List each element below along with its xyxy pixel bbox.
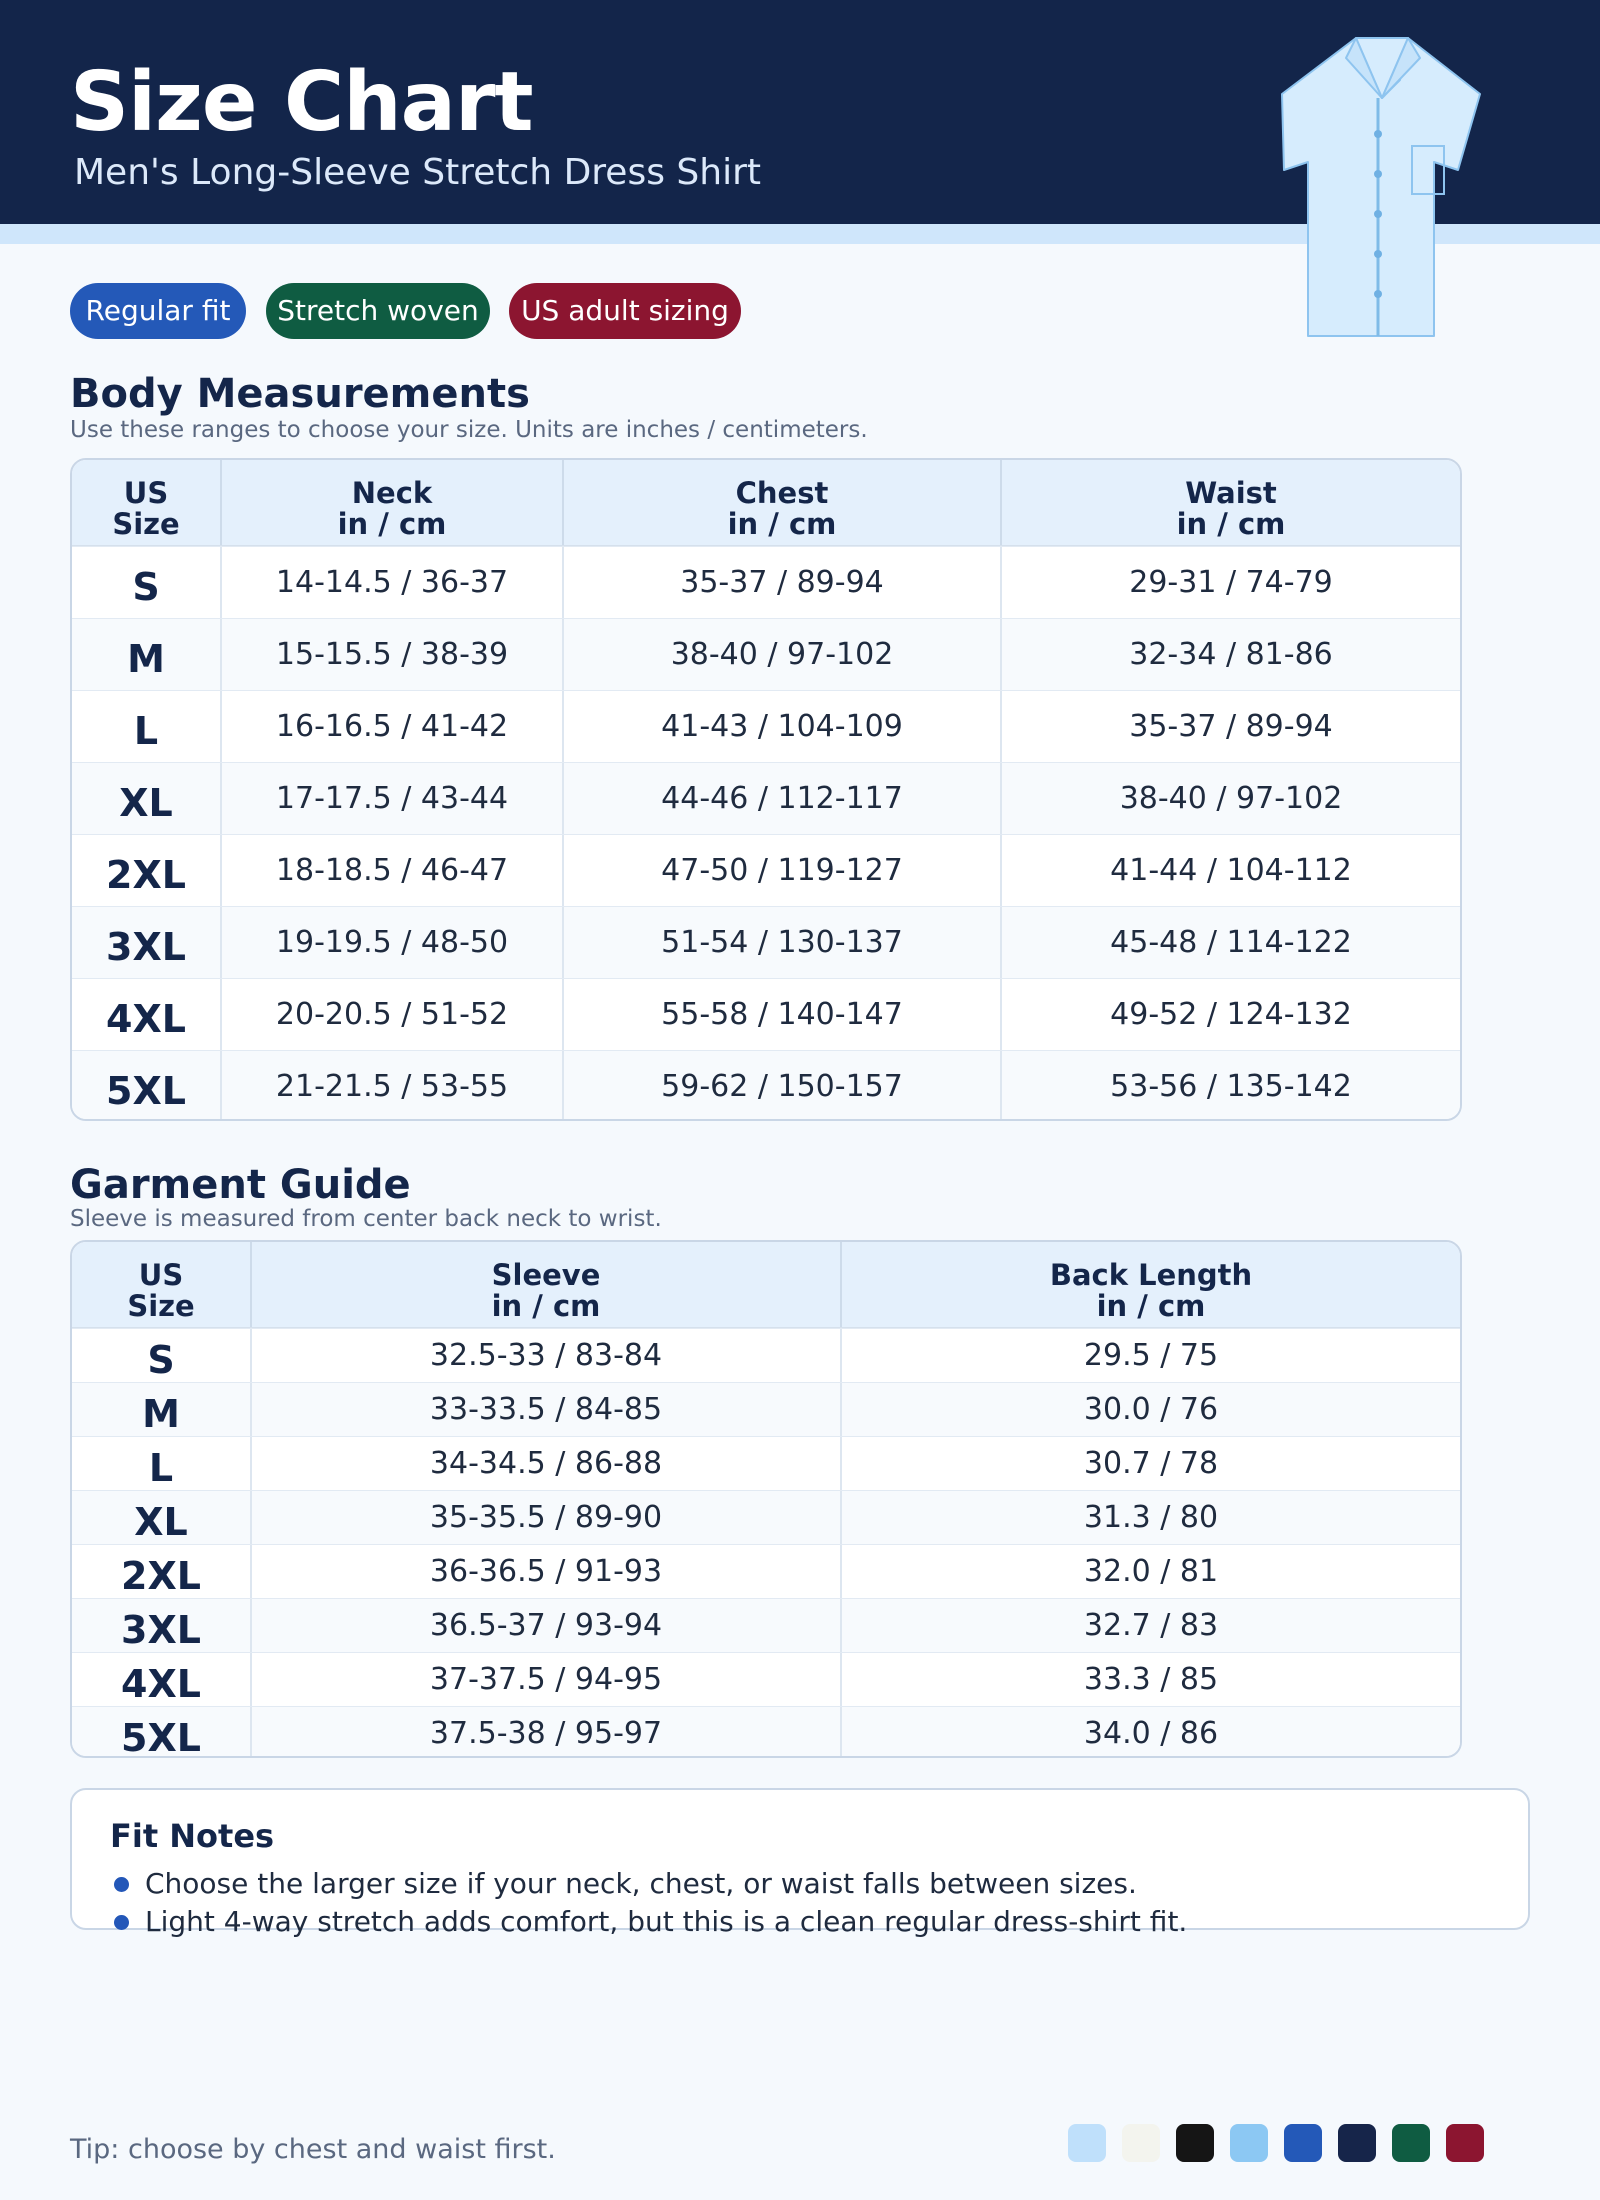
measurement-cell: 49-52 / 124-132 [1110,997,1352,1032]
color-swatch[interactable] [1338,2124,1376,2162]
table-row [72,618,1460,690]
size-cell: XL [72,763,222,834]
table-row [72,762,1460,834]
color-swatch[interactable] [1122,2124,1160,2162]
measurement-cell: 38-40 / 97-102 [1119,781,1343,816]
garment-guide-table [70,1240,1462,1758]
measurement-cell: 21-21.5 / 53-55 [222,1051,564,1121]
measurement-cell: 32-34 / 81-86 [1129,637,1333,672]
table-row [72,978,1460,1050]
measurement-cell: 34-34.5 / 86-88 [252,1437,842,1490]
measurement-cell: 37.5-38 / 95-97 [252,1707,842,1758]
dress-shirt-icon [1258,34,1504,340]
table-row [72,1598,1460,1652]
table-row [72,1328,1460,1382]
size-cell: S [72,1329,252,1382]
size-cell: 4XL [72,1653,252,1706]
fit-note-item: Light 4-way stretch adds comfort, but this is a clean regular dress-shirt fit. [114,1908,1187,1936]
table-body [72,546,1460,1121]
measurement-cell: 41-44 / 104-112 [1110,853,1352,888]
table-row [72,1490,1460,1544]
measurement-cell: 59-62 / 150-157 [564,1051,1002,1121]
table-row [72,1382,1460,1436]
color-swatch[interactable] [1068,2124,1106,2162]
color-swatch[interactable] [1176,2124,1214,2162]
measurement-cell: 16-16.5 / 41-42 [222,691,564,762]
color-swatch[interactable] [1446,2124,1484,2162]
column-header-size: US Size [72,1242,252,1327]
footer-tip: Tip: choose by chest and waist first. [70,2134,556,2165]
body-measurements-note: Use these ranges to choose your size. Units are inches / centimeters. [70,417,868,443]
measurement-cell: 35-35.5 / 89-90 [252,1491,842,1544]
measurement-cell: 29.5 / 75 [1083,1338,1219,1373]
size-cell: 4XL [72,979,222,1050]
measurement-cell: 33-33.5 / 84-85 [252,1383,842,1436]
color-swatch[interactable] [1230,2124,1268,2162]
garment-guide-title: Garment Guide [70,1162,411,1208]
measurement-cell: 17-17.5 / 43-44 [222,763,564,834]
table-row [72,834,1460,906]
column-header-chest: Chest in / cm [564,460,1002,545]
column-header-back-length: Back Length in / cm [1049,1258,1253,1323]
size-cell: 3XL [72,1599,252,1652]
bullet-dot-icon [114,1915,129,1930]
size-cell: L [72,1437,252,1490]
measurement-cell: 31.3 / 80 [1083,1500,1219,1535]
table-row [72,1544,1460,1598]
measurement-cell: 41-43 / 104-109 [564,691,1002,762]
color-swatch[interactable] [1284,2124,1322,2162]
measurement-cell: 15-15.5 / 38-39 [222,619,564,690]
measurement-cell: 36-36.5 / 91-93 [252,1545,842,1598]
size-cell: L [72,691,222,762]
table-header [72,460,1460,546]
size-cell: M [72,1383,252,1436]
measurement-cell: 20-20.5 / 51-52 [222,979,564,1050]
fit-notes-card [70,1788,1530,1938]
size-cell: S [72,547,222,618]
measurement-cell: 45-48 / 114-122 [1110,925,1352,960]
measurement-cell: 33.3 / 85 [1083,1662,1219,1697]
measurement-cell: 19-19.5 / 48-50 [222,907,564,978]
table-row [72,1652,1460,1706]
garment-guide-note: Sleeve is measured from center back neck to wrist. [70,1206,662,1232]
column-header-sleeve: Sleeve in / cm [252,1242,842,1327]
measurement-cell: 35-37 / 89-94 [1129,709,1333,744]
size-cell: 5XL [72,1707,252,1758]
badge-regular-fit: Regular fit [70,283,246,339]
bullet-dot-icon [114,1877,129,1892]
measurement-cell: 32.0 / 81 [1083,1554,1219,1589]
measurement-cell: 47-50 / 119-127 [564,835,1002,906]
body-measurements-title: Body Measurements [70,371,530,417]
column-header-size: US Size [72,460,222,545]
fit-note-item: Choose the larger size if your neck, chest, or waist falls between sizes. [114,1870,1137,1898]
measurement-cell: 55-58 / 140-147 [564,979,1002,1050]
size-cell: 3XL [72,907,222,978]
measurement-cell: 34.0 / 86 [1083,1716,1219,1751]
table-header [72,1242,1460,1328]
measurement-cell: 38-40 / 97-102 [564,619,1002,690]
measurement-cell: 30.7 / 78 [1083,1446,1219,1481]
table-row [72,1706,1460,1758]
size-cell: 2XL [72,835,222,906]
measurement-cell: 29-31 / 74-79 [1129,565,1333,600]
page-title: Size Chart [70,55,533,150]
body-measurements-table [70,458,1462,1121]
measurement-cell: 14-14.5 / 36-37 [222,547,564,618]
measurement-cell: 30.0 / 76 [1083,1392,1219,1427]
size-cell: M [72,619,222,690]
badge-stretch-woven: Stretch woven [266,283,490,339]
badge-us-adult-sizing: US adult sizing [509,283,741,339]
measurement-cell: 36.5-37 / 93-94 [252,1599,842,1652]
column-header-neck: Neck in / cm [222,460,564,545]
measurement-cell: 53-56 / 135-142 [1110,1069,1352,1104]
fit-notes-title: Fit Notes [110,1817,275,1855]
table-row [72,1050,1460,1121]
table-row [72,906,1460,978]
column-header-waist: Waist in / cm [1176,476,1286,541]
measurement-cell: 37-37.5 / 94-95 [252,1653,842,1706]
table-body [72,1328,1460,1758]
measurement-cell: 44-46 / 112-117 [564,763,1002,834]
measurement-cell: 32.7 / 83 [1083,1608,1219,1643]
size-cell: 5XL [72,1051,222,1121]
measurement-cell: 18-18.5 / 46-47 [222,835,564,906]
measurement-cell: 32.5-33 / 83-84 [252,1329,842,1382]
table-row [72,546,1460,618]
size-cell: XL [72,1491,252,1544]
color-swatch[interactable] [1392,2124,1430,2162]
measurement-cell: 35-37 / 89-94 [564,547,1002,618]
size-cell: 2XL [72,1545,252,1598]
table-row [72,690,1460,762]
page-subtitle: Men's Long-Sleeve Stretch Dress Shirt [74,152,761,193]
measurement-cell: 51-54 / 130-137 [564,907,1002,978]
table-row [72,1436,1460,1490]
